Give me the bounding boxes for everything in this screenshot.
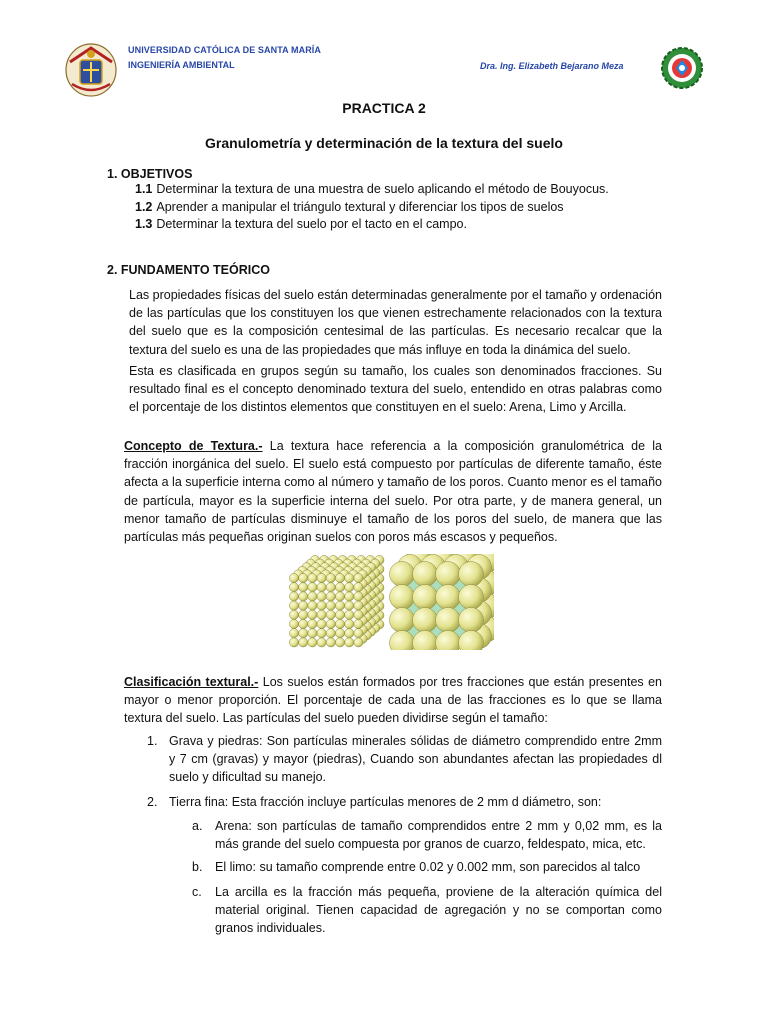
small-sphere bbox=[308, 629, 317, 638]
small-sphere bbox=[335, 629, 344, 638]
small-sphere bbox=[354, 583, 363, 592]
list-item-gravel: Grava y piedras: Son partículas minerales sólidas de diámetro comprendido entre 2mm y 7 cm (gravas) y mayor (piedras), Cuando son abundantes afectan las propiedades dl suelo y dificultad su manejo. bbox=[169, 734, 662, 785]
engineering-gear-logo bbox=[660, 46, 704, 90]
small-sphere bbox=[335, 583, 344, 592]
large-sphere bbox=[459, 562, 484, 587]
small-sphere bbox=[354, 638, 363, 647]
small-sphere bbox=[289, 610, 298, 619]
objective-text: Determinar la textura de una muestra de suelo aplicando el método de Bouyocus. bbox=[156, 182, 609, 196]
small-sphere bbox=[345, 610, 354, 619]
small-sphere bbox=[345, 629, 354, 638]
small-sphere bbox=[317, 583, 326, 592]
small-sphere bbox=[299, 638, 308, 647]
small-sphere bbox=[308, 573, 317, 582]
small-sphere bbox=[326, 610, 335, 619]
large-sphere bbox=[413, 562, 438, 587]
small-sphere bbox=[289, 573, 298, 582]
list-number: 1. bbox=[147, 734, 158, 748]
large-sphere bbox=[459, 608, 484, 633]
sublist-item-silt: El limo: su tamaño comprende entre 0.02 y 0.002 mm, son parecidos al talco bbox=[215, 860, 641, 874]
objective-number: 1.2 bbox=[135, 200, 153, 214]
small-sphere bbox=[354, 592, 363, 601]
objective-number: 1.1 bbox=[135, 182, 153, 196]
small-sphere bbox=[289, 638, 298, 647]
small-sphere bbox=[326, 592, 335, 601]
university-name: UNIVERSIDAD CATÓLICA DE SANTA MARÍA bbox=[128, 45, 321, 55]
small-sphere bbox=[299, 619, 308, 628]
small-sphere bbox=[308, 592, 317, 601]
small-sphere bbox=[289, 601, 298, 610]
small-sphere bbox=[289, 592, 298, 601]
sublist-letter: c. bbox=[192, 885, 202, 899]
small-sphere bbox=[354, 573, 363, 582]
small-sphere bbox=[345, 638, 354, 647]
small-sphere bbox=[317, 601, 326, 610]
small-sphere bbox=[335, 601, 344, 610]
small-sphere bbox=[317, 629, 326, 638]
objective-number: 1.3 bbox=[135, 217, 153, 231]
practice-title: PRACTICA 2 bbox=[342, 100, 426, 116]
small-sphere bbox=[354, 610, 363, 619]
professor-name: Dra. Ing. Elizabeth Bejarano Meza bbox=[480, 61, 624, 71]
small-sphere bbox=[317, 610, 326, 619]
large-sphere bbox=[459, 585, 484, 610]
small-sphere bbox=[326, 629, 335, 638]
sublist-letter: a. bbox=[192, 819, 203, 833]
small-sphere bbox=[317, 638, 326, 647]
theory-paragraph-2: Esta es clasificada en grupos según su tamaño, los cuales son denominados fracciones. Su resultado final es el concepto denominado textura del suelo, entendido en otras palabras como el porcentaje de los distintos elementos que constituyen en el suelo: Arena, Limo y Arcilla. bbox=[129, 364, 662, 415]
small-sphere bbox=[299, 629, 308, 638]
small-sphere bbox=[326, 619, 335, 628]
large-sphere bbox=[413, 585, 438, 610]
small-sphere bbox=[354, 619, 363, 628]
small-sphere bbox=[289, 619, 298, 628]
sublist-item-sand: Arena: son partículas de tamaño comprendidos entre 2 mm y 0,02 mm, es la más grande del suelo compuesta por granos de cuarzo, feldespato, mica, etc. bbox=[215, 819, 662, 852]
objectives-heading: 1. OBJETIVOS bbox=[107, 167, 193, 181]
classification-paragraph bbox=[124, 673, 662, 728]
small-sphere bbox=[326, 638, 335, 647]
small-sphere bbox=[308, 638, 317, 647]
small-sphere bbox=[354, 601, 363, 610]
particle-packing-illustration bbox=[286, 554, 494, 650]
small-sphere bbox=[308, 619, 317, 628]
practice-subtitle: Granulometría y determinación de la textura del suelo bbox=[205, 135, 563, 151]
texture-concept-text: La textura hace referencia a la composición granulométrica de la fracción inorgánica del suelo. El suelo está compuesto por partículas de diferente tamaño, éste afecta a la superficie interna como al número y tamaño de los poros. Cuanto menor es el tamaño de partícula, mayor es la superficie interna del suelo. Por otra parte, y de manera general, un menor tamaño de partículas disminuye el tamaño de los poros del suelo, de manera que las partículas más pequeñas originan suelos con poros más escasos y pequeños. bbox=[124, 439, 662, 545]
small-sphere bbox=[326, 583, 335, 592]
small-sphere bbox=[289, 583, 298, 592]
department-name: INGENIERÍA AMBIENTAL bbox=[128, 60, 235, 70]
small-sphere bbox=[317, 619, 326, 628]
large-sphere bbox=[436, 608, 461, 633]
large-particles-cube bbox=[390, 554, 495, 650]
list-item-fine-earth: Tierra fina: Esta fracción incluye partículas menores de 2 mm d diámetro, son: bbox=[169, 795, 602, 809]
small-sphere bbox=[335, 573, 344, 582]
small-sphere bbox=[345, 601, 354, 610]
page-header bbox=[0, 0, 768, 100]
large-sphere bbox=[436, 562, 461, 587]
small-sphere bbox=[326, 601, 335, 610]
classification-label: Clasificación textural.- bbox=[124, 675, 259, 689]
theory-heading: 2. FUNDAMENTO TEÓRICO bbox=[107, 263, 270, 277]
small-sphere bbox=[345, 592, 354, 601]
theory-paragraph-1: Las propiedades físicas del suelo están determinadas generalmente por el tamaño y ordenación de las partículas que los constituyen los que vienen estrechamente relacionados con la textura del suelo que es la composición centesimal de las partículas. Es necesario recalcar que la textura del suelo es una de las propiedades que más influye en toda la dinámica del suelo. bbox=[129, 288, 662, 357]
small-sphere bbox=[308, 610, 317, 619]
large-sphere bbox=[390, 585, 415, 610]
university-crest-logo bbox=[64, 40, 118, 98]
large-sphere bbox=[390, 562, 415, 587]
small-particles-cube bbox=[289, 555, 384, 647]
small-sphere bbox=[308, 583, 317, 592]
classification-text: Los suelos están formados por tres fracciones que están presentes en mayor o menor proporción. El porcentaje de cada una de las fracciones es lo que se llama textura del suelo. Las partículas del suelo pueden dividirse según el tamaño: bbox=[124, 675, 663, 726]
objective-item bbox=[135, 200, 564, 214]
small-sphere bbox=[335, 610, 344, 619]
large-sphere bbox=[436, 585, 461, 610]
small-sphere bbox=[289, 629, 298, 638]
objective-item bbox=[135, 182, 609, 196]
small-sphere bbox=[299, 583, 308, 592]
small-sphere bbox=[317, 592, 326, 601]
small-sphere bbox=[299, 573, 308, 582]
small-sphere bbox=[299, 592, 308, 601]
texture-concept-paragraph bbox=[124, 437, 662, 546]
objective-text: Aprender a manipular el triángulo textural y diferenciar los tipos de suelos bbox=[156, 200, 564, 214]
small-sphere bbox=[345, 573, 354, 582]
small-sphere bbox=[335, 619, 344, 628]
objective-item bbox=[135, 217, 467, 231]
small-sphere bbox=[326, 573, 335, 582]
sublist-letter: b. bbox=[192, 860, 203, 874]
small-sphere bbox=[354, 629, 363, 638]
small-sphere bbox=[335, 638, 344, 647]
small-sphere bbox=[317, 573, 326, 582]
small-sphere bbox=[345, 619, 354, 628]
small-sphere bbox=[299, 610, 308, 619]
list-number: 2. bbox=[147, 795, 158, 809]
large-sphere bbox=[413, 608, 438, 633]
small-sphere bbox=[335, 592, 344, 601]
objective-text: Determinar la textura del suelo por el tacto en el campo. bbox=[156, 217, 467, 231]
sublist-item-clay: La arcilla es la fracción más pequeña, proviene de la alteración química del material original. Tienen capacidad de agregación y no se comportan como granos individuales. bbox=[215, 885, 662, 936]
large-sphere bbox=[390, 608, 415, 633]
small-sphere bbox=[308, 601, 317, 610]
small-sphere bbox=[299, 601, 308, 610]
small-sphere bbox=[345, 583, 354, 592]
texture-concept-label: Concepto de Textura.- bbox=[124, 439, 263, 453]
